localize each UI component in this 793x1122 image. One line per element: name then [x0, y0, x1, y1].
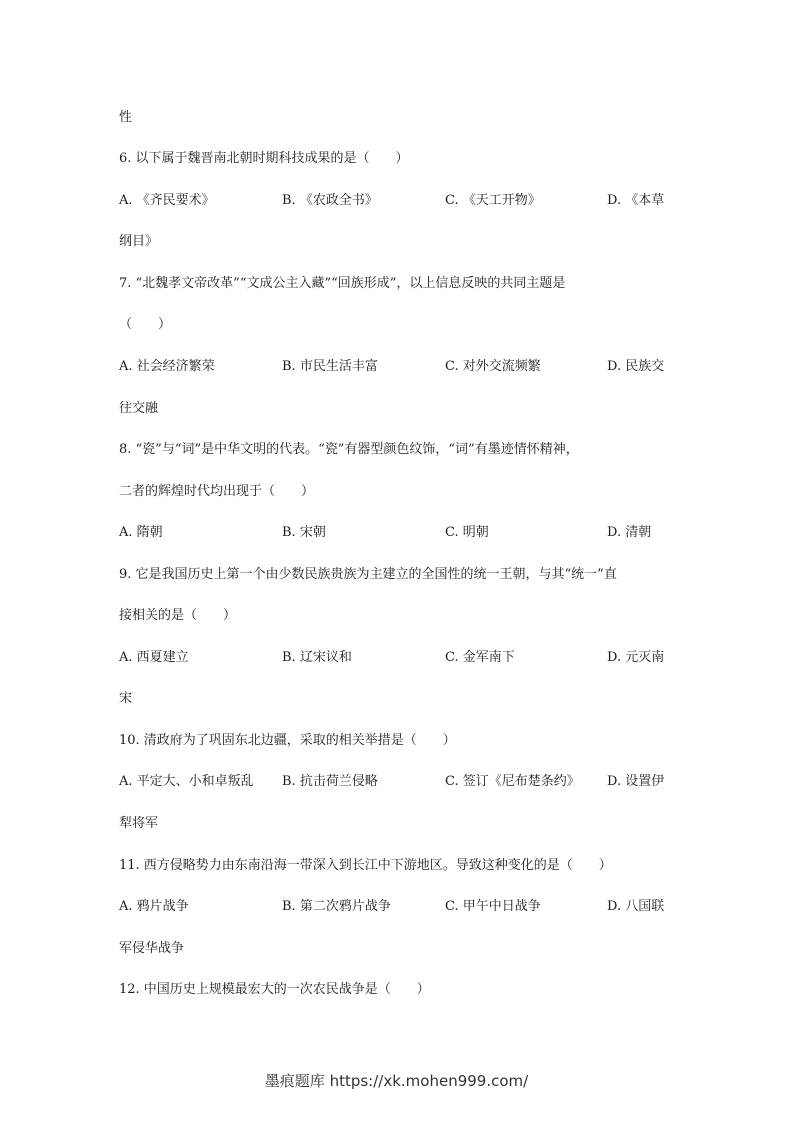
- q6-option-a: A. 《齐民要术》: [119, 193, 215, 208]
- question-9: 9. 它是我国历史上第一个由少数民族贵族为主建立的全国性的统一王朝，与其“统一”直: [119, 567, 617, 582]
- question-8-line-2: 二者的辉煌时代均出现于（ ）: [119, 484, 315, 499]
- q10-option-a: A. 平定大、小和卓叛乱: [119, 774, 254, 789]
- question-7-paren: （ ）: [119, 317, 172, 332]
- text-line: 性: [119, 110, 133, 125]
- q8-option-a: A. 隋朝: [119, 525, 163, 540]
- q7-option-a: A. 社会经济繁荣: [119, 359, 215, 374]
- q8-option-c: C. 明朝: [445, 525, 489, 540]
- q6-option-d-continued: 纲目》: [119, 234, 159, 249]
- q9-option-b: B. 辽宋议和: [282, 650, 352, 665]
- q9-option-a: A. 西夏建立: [119, 650, 189, 665]
- q11-option-c: C. 甲午中日战争: [445, 899, 541, 914]
- q7-option-c: C. 对外交流频繁: [445, 359, 541, 374]
- question-9-line-2: 接相关的是（ ）: [119, 608, 237, 623]
- question-11: 11. 西方侵略势力由东南沿海一带深入到长江中下游地区。导致这种变化的是（ ）: [119, 858, 612, 873]
- q11-option-d-continued: 军侵华战争: [119, 941, 185, 956]
- q10-option-d-continued: 犁将军: [119, 816, 159, 831]
- q7-option-d-continued: 往交融: [119, 401, 159, 416]
- q8-option-d: D. 清朝: [607, 525, 652, 540]
- q7-option-d: D. 民族交: [607, 359, 665, 374]
- question-8: 8. “瓷”与“词”是中华文明的代表。“瓷”有器型颜色纹饰，“词”有墨迹情怀精神，: [119, 442, 579, 457]
- q9-option-d-continued: 宋: [119, 691, 133, 706]
- page-footer-watermark: 墨痕题库 https://xk.mohen999.com/: [264, 1072, 529, 1090]
- q9-option-d: D. 元灭南: [607, 650, 665, 665]
- q10-option-d: D. 设置伊: [607, 774, 665, 789]
- question-10: 10. 清政府为了巩固东北边疆，采取的相关举措是（ ）: [119, 733, 456, 748]
- q6-option-d: D. 《本草: [607, 193, 665, 208]
- q11-option-b: B. 第二次鸦片战争: [282, 899, 391, 914]
- q9-option-c: C. 金军南下: [445, 650, 515, 665]
- question-7: 7. “北魏孝文帝改革”“文成公主入藏”“回族形成”，以上信息反映的共同主题是: [119, 276, 566, 291]
- q11-option-d: D. 八国联: [607, 899, 665, 914]
- question-12: 12. 中国历史上规模最宏大的一次农民战争是（ ）: [119, 982, 430, 997]
- q10-option-c: C. 签订《尼布楚条约》: [445, 774, 580, 789]
- q7-option-b: B. 市民生活丰富: [282, 359, 378, 374]
- question-6: 6. 以下属于魏晋南北朝时期科技成果的是（ ）: [119, 151, 409, 166]
- q11-option-a: A. 鸦片战争: [119, 899, 189, 914]
- q6-option-b: B. 《农政全书》: [282, 193, 378, 208]
- q10-option-b: B. 抗击荷兰侵略: [282, 774, 378, 789]
- q8-option-b: B. 宋朝: [282, 525, 326, 540]
- q6-option-c: C. 《天工开物》: [445, 193, 541, 208]
